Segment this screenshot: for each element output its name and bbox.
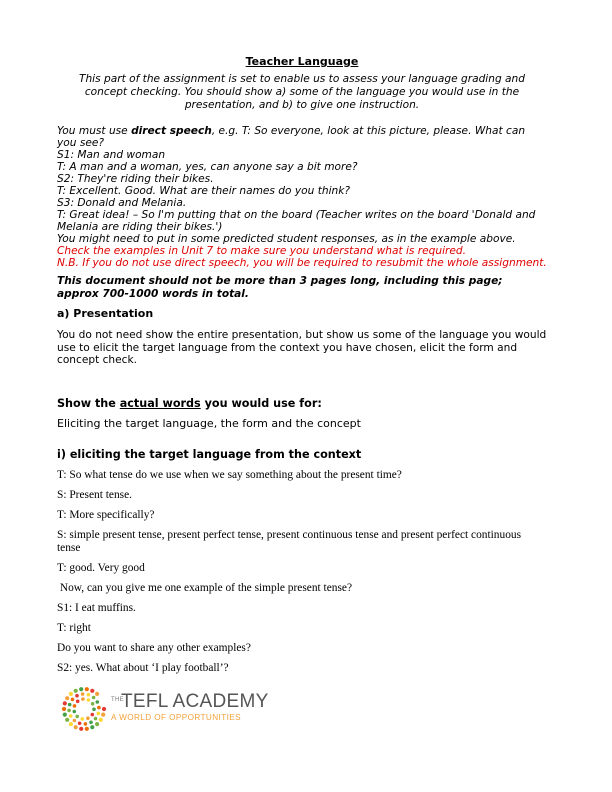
logo-dot bbox=[92, 708, 96, 712]
logo-dot bbox=[69, 714, 73, 718]
logo-dot bbox=[73, 719, 77, 723]
logo-dot bbox=[90, 689, 94, 693]
logo-dot bbox=[78, 722, 82, 726]
logo-dot bbox=[65, 718, 69, 722]
example-line: T: A man and a woman, yes, can anyone say a bit more? bbox=[57, 161, 358, 173]
logo-dot bbox=[99, 718, 103, 722]
section-i-heading: i) eliciting the target language from the context bbox=[57, 447, 362, 461]
dialogue-block bbox=[57, 469, 547, 675]
show-subtitle: Eliciting the target language, the form and the concept bbox=[57, 416, 361, 430]
logo-dot bbox=[67, 709, 71, 713]
logo-dot bbox=[85, 687, 89, 691]
warning-line: Check the examples in Unit 7 to make sure you understand what is required. bbox=[57, 245, 467, 257]
presentation-text: You do not need show the entire presentation, but show us some of the language you would use to elicit the target language from the context you have chosen, elicit the form and concept check. bbox=[57, 329, 547, 366]
tefl-academy-logo bbox=[61, 684, 269, 734]
dialogue-line: Now, can you give me one example of the simple present tense? bbox=[57, 581, 353, 594]
logo-wordmark: THETEFL ACADEMY bbox=[111, 691, 269, 712]
logo-dot bbox=[81, 692, 85, 696]
logo-dot bbox=[75, 694, 79, 698]
logo-dot bbox=[79, 727, 83, 731]
show-heading: Show the actual words you would use for: bbox=[57, 396, 322, 410]
logo-dot bbox=[79, 687, 83, 691]
example-line: S2: They're riding their bikes. bbox=[57, 173, 214, 185]
dialogue-line: T: More specifically? bbox=[57, 508, 155, 521]
logo-dot bbox=[81, 697, 85, 701]
dialogue-line: S1: I eat muffins. bbox=[57, 601, 136, 614]
logo-dot bbox=[85, 727, 89, 731]
intro-paragraph: This part of the assignment is set to enable us to assess your language grading and concept checking. You should show a) some of the language you would use in the presentation, and b) to give one instruction. bbox=[78, 73, 525, 111]
dialogue-line: T: So what tense do we use when we say something about the present time? bbox=[57, 468, 402, 481]
logo-dot bbox=[71, 698, 75, 702]
document-page bbox=[57, 55, 547, 682]
warning-line: N.B. If you do not use direct speech, you will be required to resubmit the whole assignment. bbox=[57, 257, 547, 269]
logo-dot bbox=[81, 717, 85, 721]
logo-dot bbox=[73, 704, 77, 708]
logo-dot bbox=[92, 696, 96, 700]
logo-dot bbox=[76, 700, 80, 704]
presentation-heading: a) Presentation bbox=[57, 307, 154, 320]
example-line: T: Excellent. Good. What are their names do you think? bbox=[57, 185, 350, 197]
logo-dot bbox=[101, 713, 105, 717]
logo-dot bbox=[69, 692, 73, 696]
logo-dot bbox=[96, 700, 100, 704]
logo-dot bbox=[86, 716, 90, 720]
logo-dot bbox=[63, 701, 67, 705]
dialogue-line: T: right bbox=[57, 621, 91, 634]
logo-dot bbox=[74, 689, 78, 693]
logo-dot bbox=[97, 712, 101, 716]
direct-speech-instruction: You must use direct speech, e.g. T: So everyone, look at this picture, please. What can you see? bbox=[57, 125, 526, 149]
logo-dot bbox=[68, 703, 72, 707]
instructions-block bbox=[57, 125, 547, 269]
logo-tagline: A WORLD OF OPPORTUNITIES bbox=[111, 713, 242, 722]
logo-dot bbox=[94, 717, 98, 721]
example-line: S1: Man and woman bbox=[57, 149, 166, 161]
example-line: T: Great idea! – So I'm putting that on the board (Teacher writes on the board 'Donald and Melania are riding their bikes.') bbox=[57, 209, 536, 233]
logo-dot bbox=[91, 713, 95, 717]
example-line: You might need to put in some predicted student responses, as in the example above. bbox=[57, 233, 516, 245]
dialogue-line: S2: yes. What about ‘I play football’? bbox=[57, 661, 229, 674]
dialogue-line: Do you want to share any other examples? bbox=[57, 641, 251, 654]
logo-dot bbox=[74, 725, 78, 729]
logo-mark-icon bbox=[61, 684, 107, 734]
logo-dot bbox=[84, 722, 88, 726]
logo-dot bbox=[102, 707, 106, 711]
logo-dot bbox=[95, 722, 99, 726]
example-line: S3: Donald and Melania. bbox=[57, 197, 187, 209]
dialogue-line: T: good. Very good bbox=[57, 561, 145, 574]
logo-dot bbox=[69, 722, 73, 726]
logo-dot bbox=[87, 698, 91, 702]
logo-dot bbox=[89, 721, 93, 725]
logo-dot bbox=[73, 710, 77, 714]
page-title: Teacher Language bbox=[245, 55, 359, 68]
logo-dot bbox=[62, 707, 66, 711]
logo-dot bbox=[97, 706, 101, 710]
logo-dot bbox=[75, 715, 79, 719]
logo-dot bbox=[65, 696, 69, 700]
length-limit-note: This document should not be more than 3 pages long, including this page; approx 700-1000 words in total. bbox=[57, 275, 503, 300]
logo-dot bbox=[63, 713, 67, 717]
dialogue-line: S: simple present tense, present perfect tense, present continuous tense and present perfect continuous tense bbox=[57, 528, 522, 554]
logo-dot bbox=[91, 702, 95, 706]
logo-dot bbox=[95, 692, 99, 696]
logo-dot bbox=[87, 693, 91, 697]
dialogue-line: S: Present tense. bbox=[57, 488, 132, 501]
logo-dot bbox=[90, 725, 94, 729]
